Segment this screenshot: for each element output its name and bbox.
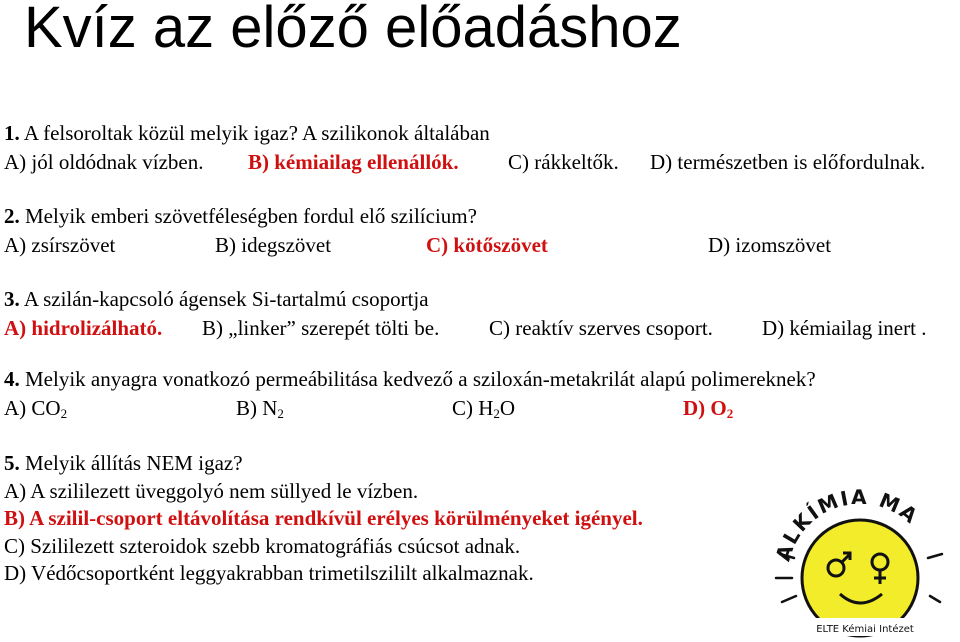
answer-2b: B) idegszövet (215, 233, 332, 257)
question-text: A felsoroltak közül melyik igaz? A szilikonok általában (23, 121, 490, 145)
question-text: Melyik emberi szövetféleségben fordul elő szilícium? (25, 204, 477, 228)
logo-caption: ELTE Kémiai Intézet (816, 624, 914, 635)
page-title: Kvíz az előző előadáshoz (24, 0, 682, 60)
question-4 (4, 366, 816, 393)
answer-5b-correct: B) A szilil-csoport eltávolítása rendkívül erélyes körülményeket igényel. (4, 506, 643, 530)
answer-3a-correct: A) hidrolizálható. (4, 316, 163, 340)
question-number: 1. (4, 121, 20, 145)
question-number: 2. (4, 204, 20, 228)
answer-1b-correct: B) kémiailag ellenállók. (248, 150, 459, 174)
question-number: 3. (4, 287, 20, 311)
answer-2d: D) izomszövet (708, 233, 832, 257)
question-text: Melyik anyagra vonatkozó permeábilitása kedvező a sziloxán-metakrilát alapú polimereknek? (25, 367, 816, 391)
question-5 (4, 450, 243, 477)
question-number: 4. (4, 367, 20, 391)
logo-arc-text: ALKÍMIA MA (770, 484, 924, 564)
answer-3c: C) reaktív szerves csoport. (489, 316, 713, 340)
question-1 (4, 120, 490, 147)
question-text: A szilán-kapcsoló ágensek Si-tartalmú csoportja (23, 287, 429, 311)
answer-5c: C) Szililezett szteroidok szebb kromatográfiás csúcsot adnak. (4, 534, 521, 558)
question-number: 5. (4, 451, 20, 475)
answer-1d: D) természetben is előfordulnak. (650, 150, 926, 174)
question-2 (4, 203, 477, 230)
answer-1c: C) rákkeltők. (508, 150, 619, 174)
answer-5a: A) A szililezett üveggolyó nem süllyed le vízben. (4, 479, 419, 503)
question-3 (4, 286, 429, 313)
answer-4b: B) $N_2$ (236, 396, 284, 421)
answer-3b: B) „linker” szerepét tölti be. (202, 316, 440, 340)
answer-2c-correct: C) kötőszövet (426, 233, 548, 257)
answer-3d: D) kémiailag inert . (762, 316, 927, 340)
question-text: Melyik állítás NEM igaz? (25, 451, 243, 475)
answer-2a: A) zsírszövet (4, 233, 116, 257)
answer-4a: A) $CO_2$ (4, 396, 68, 421)
answer-4c: C) $H_2O$ (452, 396, 516, 421)
alkimia-ma-logo (770, 480, 950, 640)
answer-1a: A) jól oldódnak vízben. (4, 150, 204, 174)
answer-5d: D) Védőcsoportként leggyakrabban trimetilszililt alkalmaznak. (4, 561, 534, 585)
answer-4d-correct: D) $O_2$ (683, 396, 734, 421)
